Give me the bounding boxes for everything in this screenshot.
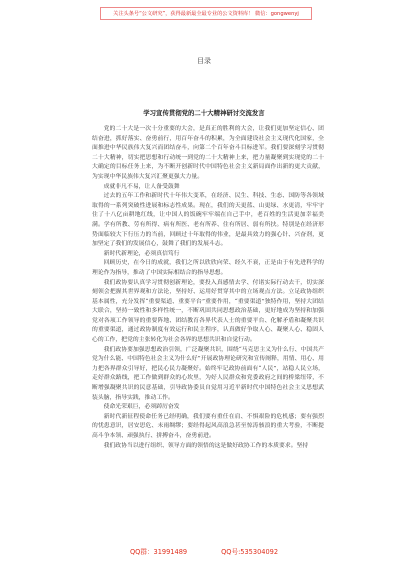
footer-qq: QQ号:535304092	[221, 548, 279, 556]
paragraph-mission: 新时代新征程使命任务已经明确，我们要有重任在肩、不惧艰险的危机感；要有强烈的忧患意识，居安思危、未雨绸缪；要经得起风高浪急甚至惊涛骇浪的重大考验，不断提高斗争本领、顽强执行、拼搏奋斗，奋勇前进。	[92, 413, 324, 439]
paragraph-closing: 我们政协当以进行组织、领导方面的领悟的这是做好政协工作的本质要求。坚持	[103, 442, 309, 449]
section-heading-theory: 新时代新理论，必须真信笃行	[103, 250, 180, 257]
promo-banner-text: 关注头条号“公文研究”，获得最新最全最专业的公文资料库！ 微信：gongwenyj	[113, 11, 299, 17]
paragraph-history: 回顾历史，在今日的成就，我们之所以欣欣向荣、经久不衰，正是由于有先进科学的理论作为指导，推动了中国实际相结合的指导思想。	[92, 260, 324, 276]
section-heading-mission: 使命光荣艰巨，必须踔厉奋发	[103, 404, 180, 411]
promo-banner	[100, 7, 312, 20]
section-heading-achievements: 成就非凡不易，让人备受鼓舞	[103, 183, 180, 190]
toc-title: 目录	[197, 57, 211, 65]
paragraph-achievements: 过去的五年工作和新时代十年伟大变革，在经济、民生、科技、生态、国防等各领域取得的一系列突破性进展和标志性成果。现在，我们的天更蓝、山更绿、水更清，牢牢守住了十八亿亩耕地红线，让中国人的饭碗牢牢端在自己手中，老百姓的生活更加幸福美满。学有所教、劳有所得、病有所医、老有所养、住有所居、弱有所扶。特别是在经济形势面临较大下行压力的当前，回顾过十年取得的伟业，是最具效力的强心针、兴奋剂，更加坚定了我们的发展信心，鼓舞了我们的发展斗志。	[92, 193, 324, 248]
paragraph-intro: 党的二十大是一次十分重要的大会，是真正的胜利的大会，让我们更加坚定信心、团结奋进，抓好落实、奋勇前行，用百年奋斗的积累，为全面建设社会主义现代化国家，全面推进中华民族伟大复兴而团结奋斗，向第二个百年奋斗目标进军。我们要深刻学习贯彻二十大精神，切实把思想和行动统一到党的二十大精神上来，把力量凝聚到实现党的二十大确定的目标任务上来，为不断开创新时代中国特色社会主义新局面作出新的更大贡献，为实现中华民族伟大复兴汇聚更强大力量。	[92, 126, 324, 180]
paragraph-political-guidance: 我们政协要加强思想政治引领，广泛凝聚共识，围绕“马克思主义为什么行、中国共产党为什么能、中国特色社会主义为什么好”开展政协理论研究和宣传阐释，用情、用心、用力把各界群众引导好，把民心民力凝聚好。始终牢记政协前面有“人民”，站稳人民立场，走好群众路线，把工作做到群众的心坎里，为好人民群众和党委政府之间的桥梁纽带，不断增强凝聚共识的民意基础，引导政协委员自觉用习近平新时代中国特色社会主义思想武装头脑，指导实践，推动工作。	[92, 346, 324, 401]
footer-qq-group: QQ群：31991489	[129, 548, 188, 556]
paragraph-cppcc-study: 我们政协要认真学习贯彻创新理论，要投入真感情去学、付诸实际行动去干，切实深刻领会把握其世界观和方法论，坚持好、运用好贯穿其中的立场观点方法。立足政协组织基本属性，充分发挥“重要渠道、重要平台”重要作用，“重要渠道”独特作用，坚持大团结大联合，坚持一致性和多样性统一，不断巩固共同思想政治基础，更好地成为坚持和加强党对各项工作领导的重要阵地、团结教育各界代表人士的重要平台、化解矛盾和凝聚共识的重要渠道，通过政协制度有效运行和民主程序，认真做好争取人心、凝聚人心、稳固人心的工作，把党的主张转化为社会各界的思想共识和自觉行动。	[92, 279, 324, 344]
document-body	[92, 125, 324, 451]
document-title: 学习宣传贯彻党的二十大精神研讨交流发言	[143, 109, 265, 117]
footer-contact	[0, 546, 408, 556]
